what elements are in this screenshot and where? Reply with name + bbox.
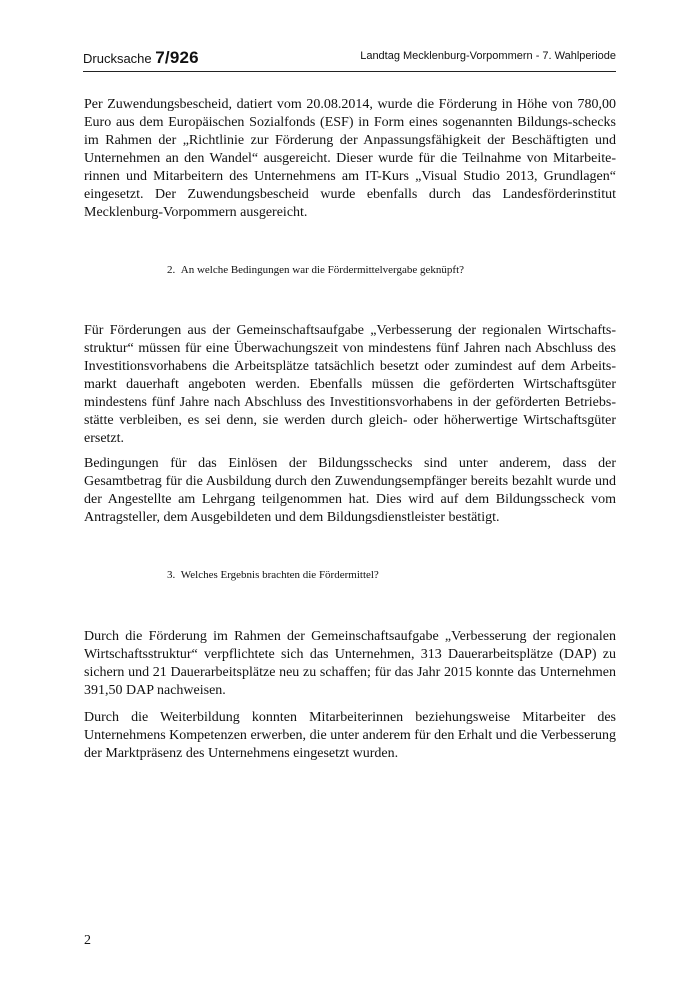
doc-number: 7/926 bbox=[155, 48, 199, 67]
header-divider bbox=[83, 71, 616, 72]
question-2: 2. An welche Bedingungen war die Fördermittelvergabe geknüpft? bbox=[167, 264, 465, 276]
parliament-label: Landtag Mecklenburg-Vorpommern - 7. Wahlperiode bbox=[360, 50, 616, 62]
paragraph-conditions-education-check: Bedingungen für das Einlösen der Bildungsschecks sind unter anderem, dass der Gesamtbetrag für die Ausbildung durch den Zuwendungsempfänger bereits bezahlt wurde und der Angestellte am Lehrgang teilgenommen hat. Dies wird auf dem Bildungsscheck vom Antragsteller, dem Ausgebildeten und dem Bildungsdienstleister bestätigt. bbox=[84, 456, 616, 525]
paragraph-conditions-gra: Für Förderungen aus der Gemeinschaftsaufgabe „Verbesserung der regionalen Wirtschafts-struktur“ müssen für eine Überwachungszeit von mindestens fünf Jahren nach Abschluss des Investitionsvorhabens die Arbeitsplätze tatsächlich besetzt oder zumindest auf dem Arbeits-markt dauerhaft angeboten werden. Ebenfalls müssen die geförderten Wirtschaftsgüter mindestens fünf Jahre nach Abschluss des Investitionsvorhabens in der geförderten Betriebs-stätte verbleiben, es sei denn, sie werden durch gleich- oder höherwertige Wirtschaftsgüter ersetzt. bbox=[84, 323, 616, 446]
question-3: 3. Welches Ergebnis brachten die Fördermittel? bbox=[167, 569, 379, 581]
page-number: 2 bbox=[84, 933, 91, 948]
paragraph-result-training: Durch die Weiterbildung konnten Mitarbeiterinnen beziehungsweise Mitarbeiter des Unternehmens Kompetenzen erwerben, die unter anderem für den Erhalt und die Verbesserung der Marktpräsenz des Unternehmens eingesetzt wurden. bbox=[84, 710, 616, 761]
doc-label: Drucksache bbox=[83, 51, 152, 66]
paragraph-funding-notice: Per Zuwendungsbescheid, datiert vom 20.08.2014, wurde die Förderung in Höhe von 780,00 Euro aus dem Europäischen Sozialfonds (ESF) in Form eines sogenannten Bildungs-schecks im Rahmen der „Richtlinie zur Förderung der Anpassungsfähigkeit der Beschäftigten und Unternehmen an den Wandel“ ausgereicht. Dieser wurde für die Teilnahme von Mitarbeite-rinnen und Mitarbeitern des Unternehmens am IT-Kurs „Visual Studio 2013, Grundlagen“ eingesetzt. Der Zuwendungsbescheid wurde ebenfalls durch das Landesförderinstitut Mecklenburg-Vorpommern ausgereicht. bbox=[84, 97, 616, 220]
paragraph-result-jobs: Durch die Förderung im Rahmen der Gemeinschaftsaufgabe „Verbesserung der regionalen Wirtschaftsstruktur“ verpflichtete sich das Unternehmen, 313 Dauerarbeitsplätze (DAP) zu sichern und 21 Dauerarbeitsplätze neu zu schaffen; für das Jahr 2015 konnte das Unternehmen 391,50 DAP nachweisen. bbox=[84, 629, 616, 698]
page-header bbox=[83, 40, 616, 68]
document-id bbox=[83, 48, 199, 68]
